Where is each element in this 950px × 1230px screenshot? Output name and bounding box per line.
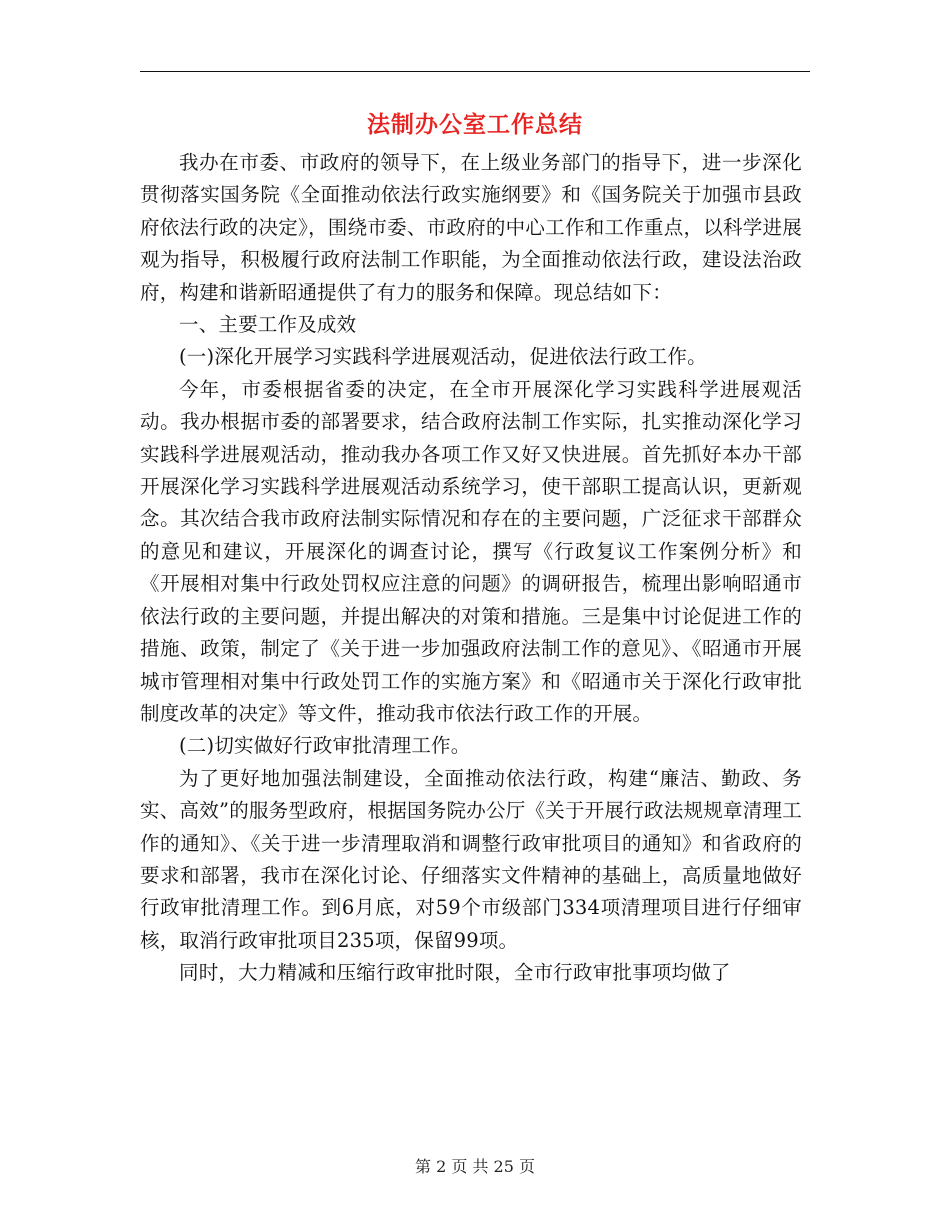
header-rule [140, 71, 810, 72]
paragraph-intro: 我办在市委、市政府的领导下，在上级业务部门的指导下，进一步深化贯彻落实国务院《全面推动依法行政实施纲要》和《国务院关于加强市县政府依法行政的决定》，围绕市委、市政府的中心工作和工作重点，以科学进展观为指导，积极履行政府法制工作职能，为全面推动依法行政，建设法治政府，构建和谐新昭通提供了有力的服务和保障。现总结如下： [140, 151, 802, 304]
subsection-heading-2: (二)切实做好行政审批清理工作。 [179, 734, 471, 758]
document-title: 法制办公室工作总结 [367, 111, 583, 138]
subsection-heading-1: (一)深化开展学习实践科学进展观活动，促进依法行政工作。 [179, 345, 707, 369]
paragraph-subsection-1: 今年，市委根据省委的决定，在全市开展深化学习实践科学进展观活动。我办根据市委的部署要求，结合政府法制工作实际，扎实推动深化学习实践科学进展观活动，推动我办各项工作又好又快进展。首先抓好本办干部开展深化学习实践科学进展观活动系统学习，使干部职工提高认识，更新观念。其次结合我市政府法制实际情况和存在的主要问题，广泛征求干部群众的意见和建议，开展深化的调查讨论，撰写《行政复议工作案例分析》和《开展相对集中行政处罚权应注意的问题》的调研报告，梳理出影响昭通市依法行政的主要问题，并提出解决的对策和措施。三是集中讨论促进工作的措施、政策，制定了《关于进一步加强政府法制工作的意见》、《昭通市开展城市管理相对集中行政处罚工作的实施方案》和《昭通市关于深化行政审批制度改革的决定》等文件，推动我市依法行政工作的开展。 [140, 377, 802, 725]
page-number: 第 2 页 共 25 页 [415, 1157, 535, 1176]
section-heading-main-work: 一、主要工作及成效 [179, 313, 357, 337]
document-body [140, 147, 802, 990]
paragraph-continued: 同时，大力精减和压缩行政审批时限，全市行政审批事项均做了 [179, 961, 731, 985]
paragraph-subsection-2: 为了更好地加强法制建设，全面推动依法行政，构建“廉洁、勤政、务实、高效”的服务型政府，根据国务院办公厅《关于开展行政法规规章清理工作的通知》、《关于进一步清理取消和调整行政审批项目的通知》和省政府的要求和部署，我市在深化讨论、仔细落实文件精神的基础上，高质量地做好行政审批清理工作。到6月底，对59个市级部门334项清理项目进行仔细审核，取消行政审批项目235项，保留99项。 [140, 766, 802, 952]
